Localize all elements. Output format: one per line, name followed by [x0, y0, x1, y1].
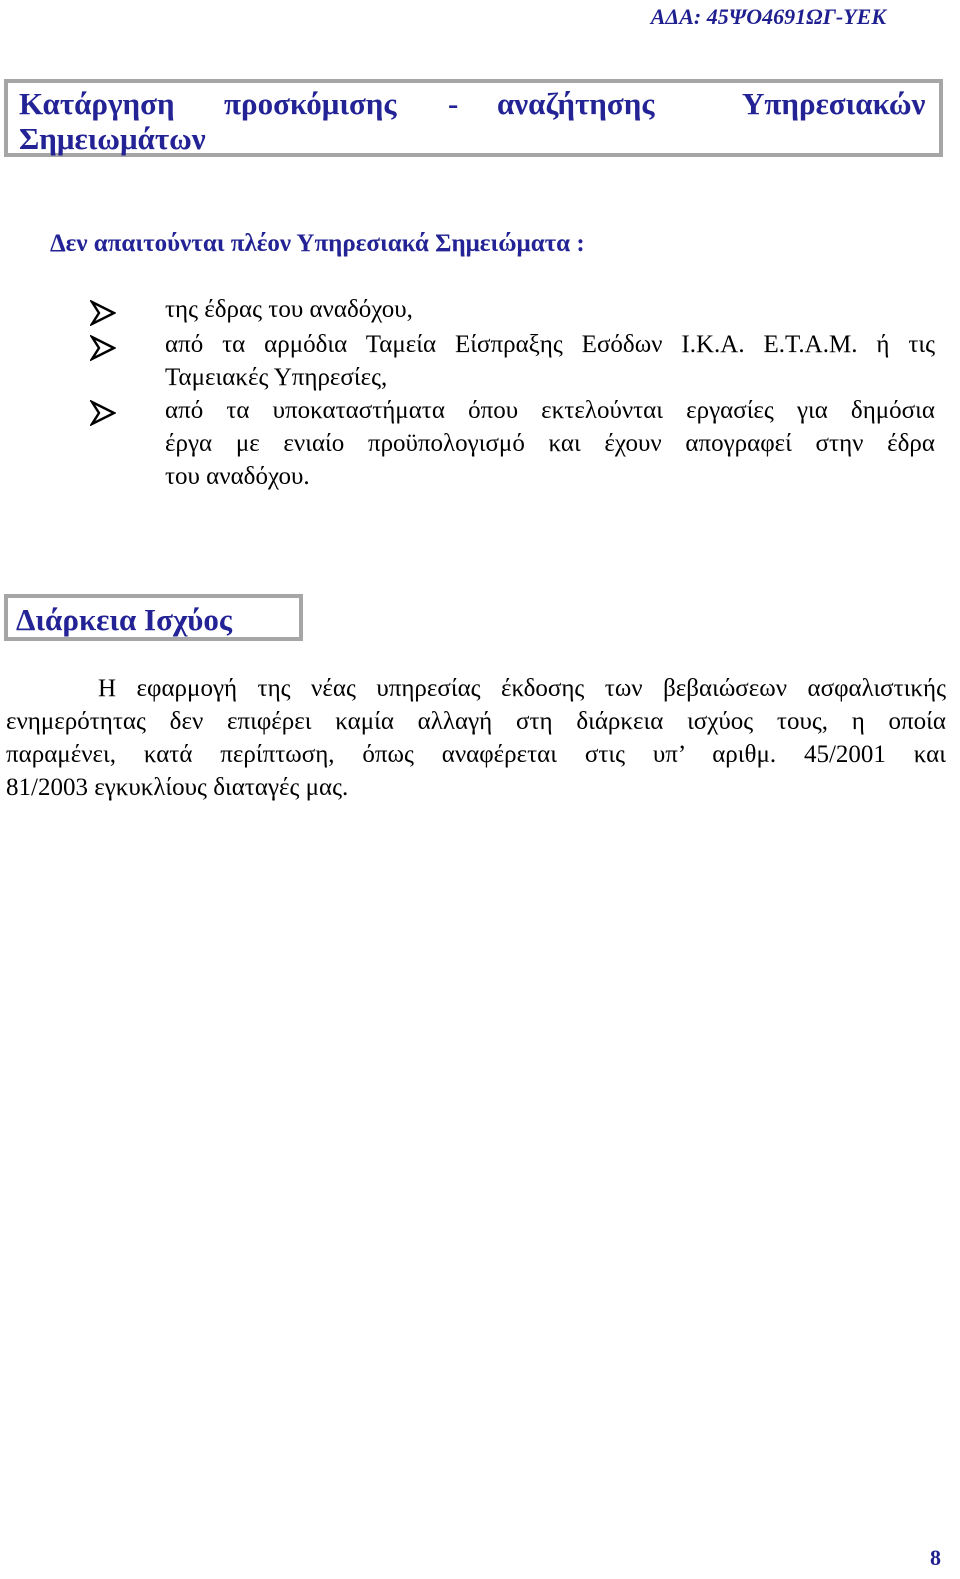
section-title-line-2: Σημειωμάτων — [19, 121, 206, 156]
section-title-box — [4, 79, 943, 157]
bullet-item-line: του αναδόχου. — [165, 463, 310, 490]
duration-paragraph-line: 81/2003 εγκυκλίους διαταγές μας. — [6, 774, 349, 801]
title-word: προσκόμισης — [224, 86, 397, 121]
bullet-item-line: έργα με ενιαίο προϋπολογισμό και έχουν απογραφεί στην έδρα — [165, 430, 935, 457]
arrowhead-bullet-icon — [90, 335, 116, 361]
arrowhead-bullet-icon — [90, 400, 116, 426]
duration-section-box — [4, 594, 303, 641]
bullet-item-line: της έδρας του αναδόχου, — [165, 296, 413, 323]
document-ada-code: ΑΔΑ: 45ΨΟ4691ΩΓ-ΥΕΚ — [650, 4, 886, 29]
page-number: 8 — [930, 1545, 941, 1570]
title-word: Κατάργηση — [19, 86, 175, 121]
duration-section-title: Διάρκεια Ισχύος — [16, 602, 232, 637]
bullet-item-line: από τα υποκαταστήματα όπου εκτελούνται εργασίες για δημόσια — [165, 397, 935, 424]
bullet-item-line: Ταμειακές Υπηρεσίες, — [165, 364, 388, 391]
duration-paragraph-line: παραμένει, κατά περίπτωση, όπως αναφέρεται στις υπ’ αριθμ. 45/2001 και — [6, 741, 946, 768]
title-word: - — [448, 86, 459, 121]
intro-heading: Δεν απαιτούνται πλέον Υπηρεσιακά Σημειώματα : — [50, 230, 585, 257]
bullet-item-line: από τα αρμόδια Ταμεία Είσπραξης Εσόδων Ι.Κ.Α. Ε.Τ.Α.Μ. ή τις — [165, 331, 935, 358]
title-word: αναζήτησης — [497, 86, 655, 121]
arrowhead-bullet-icon — [90, 300, 116, 326]
title-word: Υπηρεσιακών — [742, 86, 926, 121]
duration-paragraph-line: Η εφαρμογή της νέας υπηρεσίας έκδοσης των βεβαιώσεων ασφαλιστικής — [98, 675, 946, 702]
duration-paragraph-line: ενημερότητας δεν επιφέρει καμία αλλαγή στη διάρκεια ισχύος τους, η οποία — [6, 708, 946, 735]
